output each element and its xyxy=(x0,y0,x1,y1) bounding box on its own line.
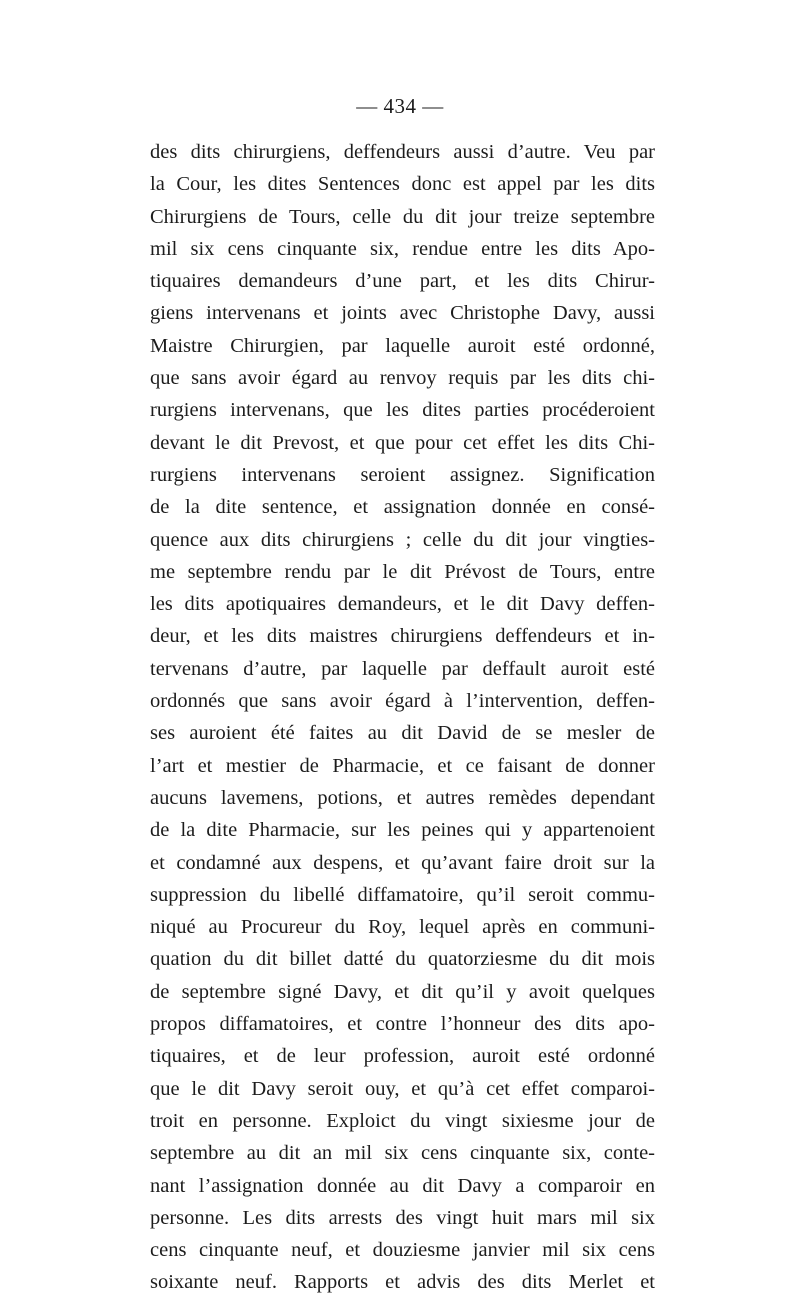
text-line: devant le dit Prevost, et que pour cet effet les dits Chi- xyxy=(150,431,655,454)
text-line: l’art et mestier de Pharmacie, et ce faisant de donner xyxy=(150,754,655,777)
text-line: cens cinquante neuf, et douziesme janvier mil six cens xyxy=(150,1239,655,1262)
text-line: que sans avoir égard au renvoy requis par les dits chi- xyxy=(150,367,655,390)
text-line: suppression du libellé diffamatoire, qu’il seroit commu- xyxy=(150,883,655,906)
text-line: mil six cens cinquante six, rendue entre les dits Apo- xyxy=(150,237,655,260)
text-line: giens intervenans et joints avec Christophe Davy, aussi xyxy=(150,302,655,325)
text-line: et condamné aux despens, et qu’avant faire droit sur la xyxy=(150,851,655,874)
text-line: ordonnés que sans avoir égard à l’intervention, deffen- xyxy=(150,690,655,713)
text-line: que le dit Davy seroit ouy, et qu’à cet effet comparoi- xyxy=(150,1077,655,1100)
text-line: aucuns lavemens, potions, et autres remèdes dependant xyxy=(150,786,655,809)
text-line: soixante neuf. Rapports et advis des dits Merlet et xyxy=(150,1271,655,1294)
text-line: me septembre rendu par le dit Prévost de Tours, entre xyxy=(150,560,655,583)
text-line: rurgiens intervenans seroient assignez. Signification xyxy=(150,463,655,486)
text-line: quation du dit billet datté du quatorziesme du dit mois xyxy=(150,948,655,971)
text-line: propos diffamatoires, et contre l’honneur des dits apo- xyxy=(150,1013,655,1036)
text-line: personne. Les dits arrests des vingt huit mars mil six xyxy=(150,1206,655,1229)
text-line: tervenans d’autre, par laquelle par deffault auroit esté xyxy=(150,657,655,680)
text-line: quence aux dits chirurgiens ; celle du dit jour vingties- xyxy=(150,528,655,551)
text-line: nant l’assignation donnée au dit Davy a comparoir en xyxy=(150,1174,655,1197)
text-line: de la dite sentence, et assignation donnée en consé- xyxy=(150,496,655,519)
page-number: — 434 — xyxy=(356,94,444,118)
text-line: tiquaires demandeurs d’une part, et les dits Chirur- xyxy=(150,270,655,293)
text-line: niqué au Procureur du Roy, lequel après en communi- xyxy=(150,916,655,939)
text-line: Chirurgiens de Tours, celle du dit jour treize septembre xyxy=(150,205,655,228)
text-line: ses auroient été faites au dit David de se mesler de xyxy=(150,722,655,745)
text-line: la Cour, les dites Sentences donc est appel par les dits xyxy=(150,173,655,196)
text-line: rurgiens intervenans, que les dites parties procéderoient xyxy=(150,399,655,422)
text-line: Maistre Chirurgien, par laquelle auroit esté ordonné, xyxy=(150,334,655,357)
text-line: les dits apotiquaires demandeurs, et le dit Davy deffen- xyxy=(150,593,655,616)
text-line: troit en personne. Exploict du vingt sixiesme jour de xyxy=(150,1109,655,1132)
body-text xyxy=(150,136,655,1299)
text-line: de la dite Pharmacie, sur les peines qui y appartenoient xyxy=(150,819,655,842)
text-line: de septembre signé Davy, et dit qu’il y avoit quelques xyxy=(150,980,655,1003)
text-line: tiquaires, et de leur profession, auroit esté ordonné xyxy=(150,1045,655,1068)
text-line: septembre au dit an mil six cens cinquante six, conte- xyxy=(150,1142,655,1165)
text-line: des dits chirurgiens, deffendeurs aussi d’autre. Veu par xyxy=(150,141,655,163)
text-line: deur, et les dits maistres chirurgiens deffendeurs et in- xyxy=(150,625,655,648)
